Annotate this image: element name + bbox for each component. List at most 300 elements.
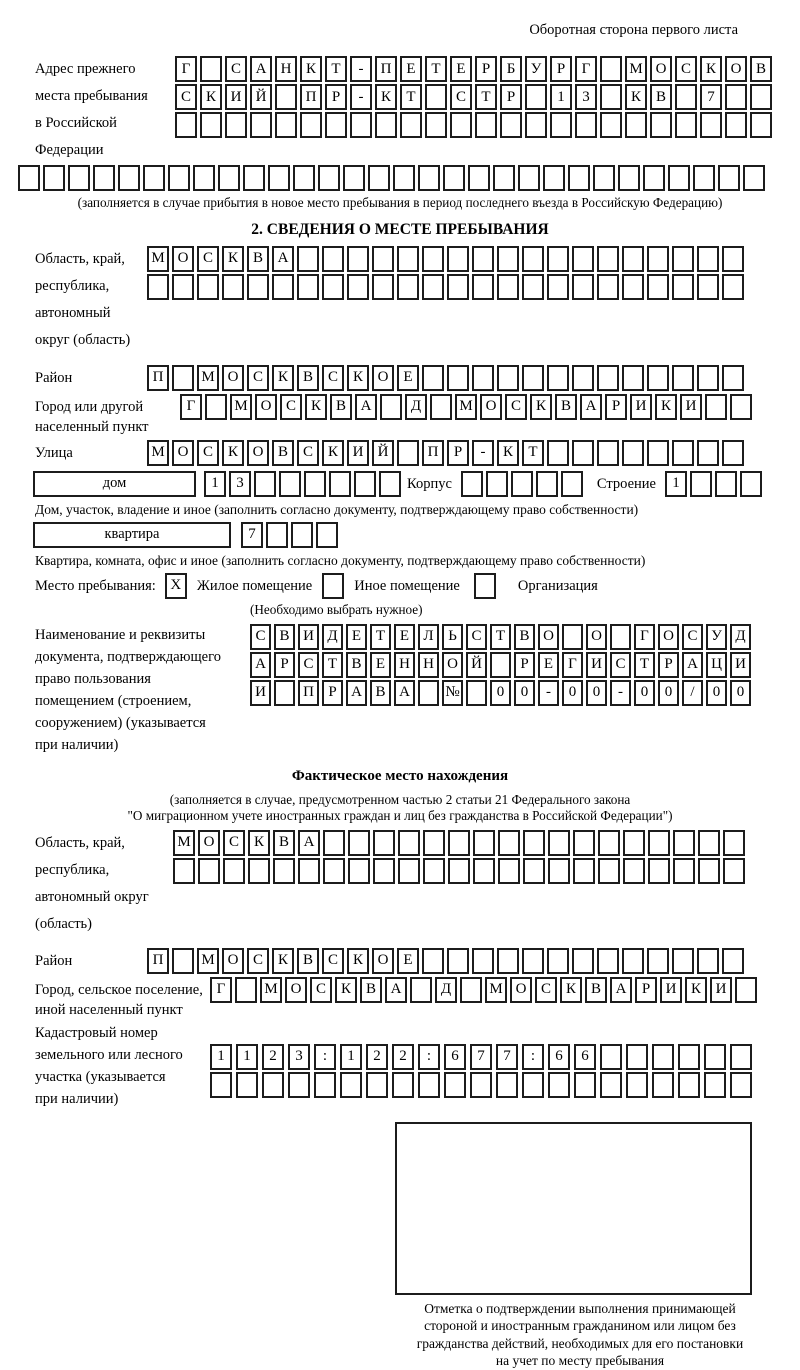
char-cell[interactable]: [511, 471, 533, 497]
char-cell[interactable]: [672, 948, 694, 974]
char-cell[interactable]: А: [298, 830, 320, 856]
char-cell[interactable]: В: [370, 680, 391, 706]
char-cell[interactable]: С: [298, 652, 319, 678]
char-cell[interactable]: Т: [425, 56, 447, 82]
char-cell[interactable]: [205, 394, 227, 420]
char-cell[interactable]: Л: [418, 624, 439, 650]
char-cell[interactable]: Н: [394, 652, 415, 678]
char-cell[interactable]: 0: [730, 680, 751, 706]
char-cell[interactable]: И: [680, 394, 702, 420]
char-cell[interactable]: О: [222, 365, 244, 391]
char-cell[interactable]: А: [682, 652, 703, 678]
char-cell[interactable]: Б: [500, 56, 522, 82]
char-cell[interactable]: [622, 948, 644, 974]
char-cell[interactable]: [522, 274, 544, 300]
char-cell[interactable]: [496, 1072, 518, 1098]
char-cell[interactable]: [705, 394, 727, 420]
char-cell[interactable]: [300, 112, 322, 138]
char-cell[interactable]: В: [330, 394, 352, 420]
char-cell[interactable]: Т: [634, 652, 655, 678]
char-cell[interactable]: [418, 1072, 440, 1098]
char-cell[interactable]: [722, 246, 744, 272]
char-cell[interactable]: [593, 165, 615, 191]
char-cell[interactable]: [291, 522, 313, 548]
char-cell[interactable]: П: [375, 56, 397, 82]
char-cell[interactable]: [643, 165, 665, 191]
char-cell[interactable]: [470, 1072, 492, 1098]
char-cell[interactable]: [297, 246, 319, 272]
char-cell[interactable]: [623, 830, 645, 856]
char-cell[interactable]: [600, 84, 622, 110]
char-cell[interactable]: В: [750, 56, 772, 82]
char-cell[interactable]: [740, 471, 762, 497]
char-cell[interactable]: Е: [397, 365, 419, 391]
char-cell[interactable]: Р: [447, 440, 469, 466]
char-cell[interactable]: [447, 365, 469, 391]
char-cell[interactable]: С: [675, 56, 697, 82]
char-cell[interactable]: [648, 830, 670, 856]
char-cell[interactable]: Т: [370, 624, 391, 650]
char-cell[interactable]: [536, 471, 558, 497]
char-cell[interactable]: [275, 84, 297, 110]
char-cell[interactable]: Д: [322, 624, 343, 650]
char-cell[interactable]: С: [310, 977, 332, 1003]
char-cell[interactable]: [243, 165, 265, 191]
char-cell[interactable]: [497, 365, 519, 391]
char-cell[interactable]: К: [655, 394, 677, 420]
char-cell[interactable]: 0: [586, 680, 607, 706]
char-cell[interactable]: -: [472, 440, 494, 466]
char-cell[interactable]: В: [273, 830, 295, 856]
char-cell[interactable]: [498, 858, 520, 884]
char-cell[interactable]: [418, 165, 440, 191]
char-cell[interactable]: [597, 948, 619, 974]
char-cell[interactable]: [675, 84, 697, 110]
char-cell[interactable]: [698, 858, 720, 884]
char-cell[interactable]: К: [347, 948, 369, 974]
char-cell[interactable]: Н: [418, 652, 439, 678]
char-cell[interactable]: [723, 830, 745, 856]
char-cell[interactable]: [322, 573, 344, 599]
char-cell[interactable]: [373, 858, 395, 884]
char-cell[interactable]: [497, 274, 519, 300]
char-cell[interactable]: [525, 112, 547, 138]
char-cell[interactable]: [523, 830, 545, 856]
char-cell[interactable]: [647, 246, 669, 272]
char-cell[interactable]: [547, 274, 569, 300]
char-cell[interactable]: Д: [435, 977, 457, 1003]
char-cell[interactable]: 2: [262, 1044, 284, 1070]
char-cell[interactable]: [210, 1072, 232, 1098]
char-cell[interactable]: [722, 440, 744, 466]
char-cell[interactable]: А: [346, 680, 367, 706]
char-cell[interactable]: К: [560, 977, 582, 1003]
char-cell[interactable]: К: [222, 440, 244, 466]
char-cell[interactable]: 1: [204, 471, 226, 497]
char-cell[interactable]: 7: [496, 1044, 518, 1070]
char-cell[interactable]: [522, 948, 544, 974]
char-cell[interactable]: [725, 112, 747, 138]
char-cell[interactable]: [574, 1072, 596, 1098]
char-cell[interactable]: А: [355, 394, 377, 420]
char-cell[interactable]: Р: [550, 56, 572, 82]
char-cell[interactable]: 2: [392, 1044, 414, 1070]
char-cell[interactable]: К: [272, 948, 294, 974]
char-cell[interactable]: А: [394, 680, 415, 706]
char-cell[interactable]: [400, 112, 422, 138]
char-cell[interactable]: 1: [665, 471, 687, 497]
char-cell[interactable]: [425, 112, 447, 138]
char-cell[interactable]: [250, 112, 272, 138]
char-cell[interactable]: С: [280, 394, 302, 420]
char-cell[interactable]: И: [586, 652, 607, 678]
char-cell[interactable]: [379, 471, 401, 497]
char-cell[interactable]: [350, 112, 372, 138]
char-cell[interactable]: Р: [500, 84, 522, 110]
char-cell[interactable]: [626, 1044, 648, 1070]
char-cell[interactable]: [598, 830, 620, 856]
char-cell[interactable]: К: [685, 977, 707, 1003]
char-cell[interactable]: Р: [514, 652, 535, 678]
char-cell[interactable]: [600, 1072, 622, 1098]
char-cell[interactable]: 3: [288, 1044, 310, 1070]
char-cell[interactable]: [368, 165, 390, 191]
char-cell[interactable]: [723, 858, 745, 884]
char-cell[interactable]: [622, 274, 644, 300]
char-cell[interactable]: [329, 471, 351, 497]
char-cell[interactable]: А: [272, 246, 294, 272]
char-cell[interactable]: [323, 858, 345, 884]
char-cell[interactable]: [750, 112, 772, 138]
char-cell[interactable]: [598, 858, 620, 884]
char-cell[interactable]: -: [350, 84, 372, 110]
char-cell[interactable]: [461, 471, 483, 497]
char-cell[interactable]: О: [198, 830, 220, 856]
char-cell[interactable]: С: [610, 652, 631, 678]
char-cell[interactable]: И: [250, 680, 271, 706]
char-cell[interactable]: [248, 858, 270, 884]
char-cell[interactable]: [626, 1072, 648, 1098]
char-cell[interactable]: К: [300, 56, 322, 82]
char-cell[interactable]: [561, 471, 583, 497]
char-cell[interactable]: [486, 471, 508, 497]
char-cell[interactable]: К: [305, 394, 327, 420]
char-cell[interactable]: [497, 948, 519, 974]
char-cell[interactable]: С: [223, 830, 245, 856]
char-cell[interactable]: [697, 440, 719, 466]
char-cell[interactable]: [147, 274, 169, 300]
char-cell[interactable]: О: [586, 624, 607, 650]
char-cell[interactable]: О: [538, 624, 559, 650]
char-cell[interactable]: О: [255, 394, 277, 420]
char-cell[interactable]: [68, 165, 90, 191]
char-cell[interactable]: С: [197, 246, 219, 272]
char-cell[interactable]: Д: [730, 624, 751, 650]
char-cell[interactable]: [223, 858, 245, 884]
char-cell[interactable]: С: [225, 56, 247, 82]
char-cell[interactable]: М: [230, 394, 252, 420]
char-cell[interactable]: [298, 858, 320, 884]
char-cell[interactable]: [522, 365, 544, 391]
char-cell[interactable]: М: [197, 365, 219, 391]
char-cell[interactable]: С: [322, 365, 344, 391]
char-cell[interactable]: [322, 246, 344, 272]
char-cell[interactable]: [623, 858, 645, 884]
char-cell[interactable]: К: [335, 977, 357, 1003]
char-cell[interactable]: [447, 948, 469, 974]
char-cell[interactable]: [354, 471, 376, 497]
char-cell[interactable]: О: [372, 365, 394, 391]
char-cell[interactable]: В: [274, 624, 295, 650]
char-cell[interactable]: [443, 165, 465, 191]
char-cell[interactable]: С: [175, 84, 197, 110]
char-cell[interactable]: Т: [490, 624, 511, 650]
char-cell[interactable]: [472, 365, 494, 391]
char-cell[interactable]: [475, 112, 497, 138]
char-cell[interactable]: [447, 246, 469, 272]
char-cell[interactable]: П: [422, 440, 444, 466]
char-cell[interactable]: [347, 274, 369, 300]
char-cell[interactable]: [218, 165, 240, 191]
char-cell[interactable]: В: [272, 440, 294, 466]
char-cell[interactable]: К: [322, 440, 344, 466]
char-cell[interactable]: [236, 1072, 258, 1098]
char-cell[interactable]: Т: [475, 84, 497, 110]
char-cell[interactable]: В: [514, 624, 535, 650]
char-cell[interactable]: [572, 246, 594, 272]
char-cell[interactable]: [525, 84, 547, 110]
char-cell[interactable]: В: [297, 365, 319, 391]
char-cell[interactable]: Г: [175, 56, 197, 82]
char-cell[interactable]: [474, 573, 496, 599]
char-cell[interactable]: М: [625, 56, 647, 82]
char-cell[interactable]: [650, 112, 672, 138]
char-cell[interactable]: [423, 830, 445, 856]
char-cell[interactable]: Е: [394, 624, 415, 650]
char-cell[interactable]: [573, 858, 595, 884]
char-cell[interactable]: [340, 1072, 362, 1098]
char-cell[interactable]: [610, 624, 631, 650]
char-cell[interactable]: 0: [658, 680, 679, 706]
char-cell[interactable]: 6: [548, 1044, 570, 1070]
char-cell[interactable]: [472, 948, 494, 974]
char-cell[interactable]: С: [535, 977, 557, 1003]
char-cell[interactable]: О: [480, 394, 502, 420]
char-cell[interactable]: [198, 858, 220, 884]
char-cell[interactable]: Р: [325, 84, 347, 110]
char-cell[interactable]: О: [372, 948, 394, 974]
char-cell[interactable]: [730, 1044, 752, 1070]
char-cell[interactable]: [398, 830, 420, 856]
char-cell[interactable]: [672, 440, 694, 466]
char-cell[interactable]: 0: [562, 680, 583, 706]
char-cell[interactable]: [548, 830, 570, 856]
char-cell[interactable]: [322, 274, 344, 300]
char-cell[interactable]: К: [530, 394, 552, 420]
char-cell[interactable]: [518, 165, 540, 191]
char-cell[interactable]: А: [580, 394, 602, 420]
char-cell[interactable]: [523, 858, 545, 884]
char-cell[interactable]: 0: [490, 680, 511, 706]
char-cell[interactable]: В: [360, 977, 382, 1003]
char-cell[interactable]: Р: [605, 394, 627, 420]
char-cell[interactable]: [672, 274, 694, 300]
char-cell[interactable]: Р: [635, 977, 657, 1003]
char-cell[interactable]: [297, 274, 319, 300]
char-cell[interactable]: [647, 365, 669, 391]
char-cell[interactable]: [597, 365, 619, 391]
char-cell[interactable]: Е: [397, 948, 419, 974]
char-cell[interactable]: В: [247, 246, 269, 272]
char-cell[interactable]: [448, 830, 470, 856]
char-cell[interactable]: Н: [275, 56, 297, 82]
char-cell[interactable]: [293, 165, 315, 191]
char-cell[interactable]: 3: [229, 471, 251, 497]
char-cell[interactable]: [548, 1072, 570, 1098]
char-cell[interactable]: [700, 112, 722, 138]
char-cell[interactable]: [304, 471, 326, 497]
char-cell[interactable]: [372, 246, 394, 272]
char-cell[interactable]: [743, 165, 765, 191]
char-cell[interactable]: [668, 165, 690, 191]
char-cell[interactable]: [272, 274, 294, 300]
char-cell[interactable]: [225, 112, 247, 138]
char-cell[interactable]: [222, 274, 244, 300]
char-cell[interactable]: И: [730, 652, 751, 678]
char-cell[interactable]: С: [505, 394, 527, 420]
char-cell[interactable]: [618, 165, 640, 191]
char-cell[interactable]: [422, 948, 444, 974]
char-cell[interactable]: [597, 246, 619, 272]
char-cell[interactable]: [398, 858, 420, 884]
char-cell[interactable]: [735, 977, 757, 1003]
char-cell[interactable]: 3: [575, 84, 597, 110]
char-cell[interactable]: Г: [634, 624, 655, 650]
char-cell[interactable]: [722, 365, 744, 391]
char-cell[interactable]: 1: [340, 1044, 362, 1070]
char-cell[interactable]: С: [297, 440, 319, 466]
char-cell[interactable]: [498, 830, 520, 856]
char-cell[interactable]: [600, 112, 622, 138]
char-cell[interactable]: Т: [400, 84, 422, 110]
char-cell[interactable]: [275, 112, 297, 138]
char-cell[interactable]: П: [300, 84, 322, 110]
char-cell[interactable]: [468, 165, 490, 191]
char-cell[interactable]: 1: [236, 1044, 258, 1070]
char-cell[interactable]: :: [418, 1044, 440, 1070]
char-cell[interactable]: -: [610, 680, 631, 706]
char-cell[interactable]: [697, 274, 719, 300]
char-cell[interactable]: [318, 165, 340, 191]
char-cell[interactable]: [410, 977, 432, 1003]
char-cell[interactable]: [397, 246, 419, 272]
char-cell[interactable]: Т: [325, 56, 347, 82]
char-cell[interactable]: К: [347, 365, 369, 391]
char-cell[interactable]: [548, 858, 570, 884]
char-cell[interactable]: Е: [400, 56, 422, 82]
char-cell[interactable]: [380, 394, 402, 420]
char-cell[interactable]: И: [225, 84, 247, 110]
char-cell[interactable]: [652, 1072, 674, 1098]
char-cell[interactable]: [473, 830, 495, 856]
char-cell[interactable]: Р: [322, 680, 343, 706]
char-cell[interactable]: 1: [550, 84, 572, 110]
char-cell[interactable]: [392, 1072, 414, 1098]
char-cell[interactable]: [547, 365, 569, 391]
char-cell[interactable]: [143, 165, 165, 191]
char-cell[interactable]: [622, 246, 644, 272]
char-cell[interactable]: [572, 948, 594, 974]
char-cell[interactable]: [750, 84, 772, 110]
char-cell[interactable]: -: [538, 680, 559, 706]
char-cell[interactable]: [547, 246, 569, 272]
char-cell[interactable]: О: [658, 624, 679, 650]
char-cell[interactable]: [262, 1072, 284, 1098]
char-cell[interactable]: [348, 858, 370, 884]
char-cell[interactable]: [600, 1044, 622, 1070]
char-cell[interactable]: [422, 246, 444, 272]
char-cell[interactable]: [697, 365, 719, 391]
char-cell[interactable]: Е: [450, 56, 472, 82]
char-cell[interactable]: С: [466, 624, 487, 650]
char-cell[interactable]: М: [260, 977, 282, 1003]
char-cell[interactable]: [18, 165, 40, 191]
char-cell[interactable]: 7: [470, 1044, 492, 1070]
char-cell[interactable]: 7: [700, 84, 722, 110]
char-cell[interactable]: [314, 1072, 336, 1098]
char-cell[interactable]: М: [485, 977, 507, 1003]
char-cell[interactable]: О: [285, 977, 307, 1003]
char-cell[interactable]: [430, 394, 452, 420]
char-cell[interactable]: [254, 471, 276, 497]
char-cell[interactable]: [597, 274, 619, 300]
char-cell[interactable]: [572, 365, 594, 391]
char-cell[interactable]: Й: [372, 440, 394, 466]
char-cell[interactable]: К: [375, 84, 397, 110]
char-cell[interactable]: Г: [575, 56, 597, 82]
char-cell[interactable]: И: [660, 977, 682, 1003]
char-cell[interactable]: С: [247, 365, 269, 391]
char-cell[interactable]: Г: [562, 652, 583, 678]
char-cell[interactable]: [43, 165, 65, 191]
char-cell[interactable]: 7: [241, 522, 263, 548]
char-cell[interactable]: Е: [346, 624, 367, 650]
char-cell[interactable]: Г: [210, 977, 232, 1003]
char-cell[interactable]: В: [555, 394, 577, 420]
char-cell[interactable]: [268, 165, 290, 191]
char-cell[interactable]: С: [250, 624, 271, 650]
char-cell[interactable]: [425, 84, 447, 110]
char-cell[interactable]: [423, 858, 445, 884]
char-cell[interactable]: [266, 522, 288, 548]
char-cell[interactable]: П: [298, 680, 319, 706]
char-cell[interactable]: [93, 165, 115, 191]
char-cell[interactable]: [422, 365, 444, 391]
char-cell[interactable]: Р: [274, 652, 295, 678]
char-cell[interactable]: [472, 246, 494, 272]
char-cell[interactable]: [397, 440, 419, 466]
char-cell[interactable]: [343, 165, 365, 191]
char-cell[interactable]: [200, 112, 222, 138]
char-cell[interactable]: [672, 365, 694, 391]
char-cell[interactable]: С: [682, 624, 703, 650]
char-cell[interactable]: К: [272, 365, 294, 391]
char-cell[interactable]: [366, 1072, 388, 1098]
char-cell[interactable]: [673, 830, 695, 856]
char-cell[interactable]: :: [314, 1044, 336, 1070]
char-cell[interactable]: [572, 274, 594, 300]
char-cell[interactable]: :: [522, 1044, 544, 1070]
